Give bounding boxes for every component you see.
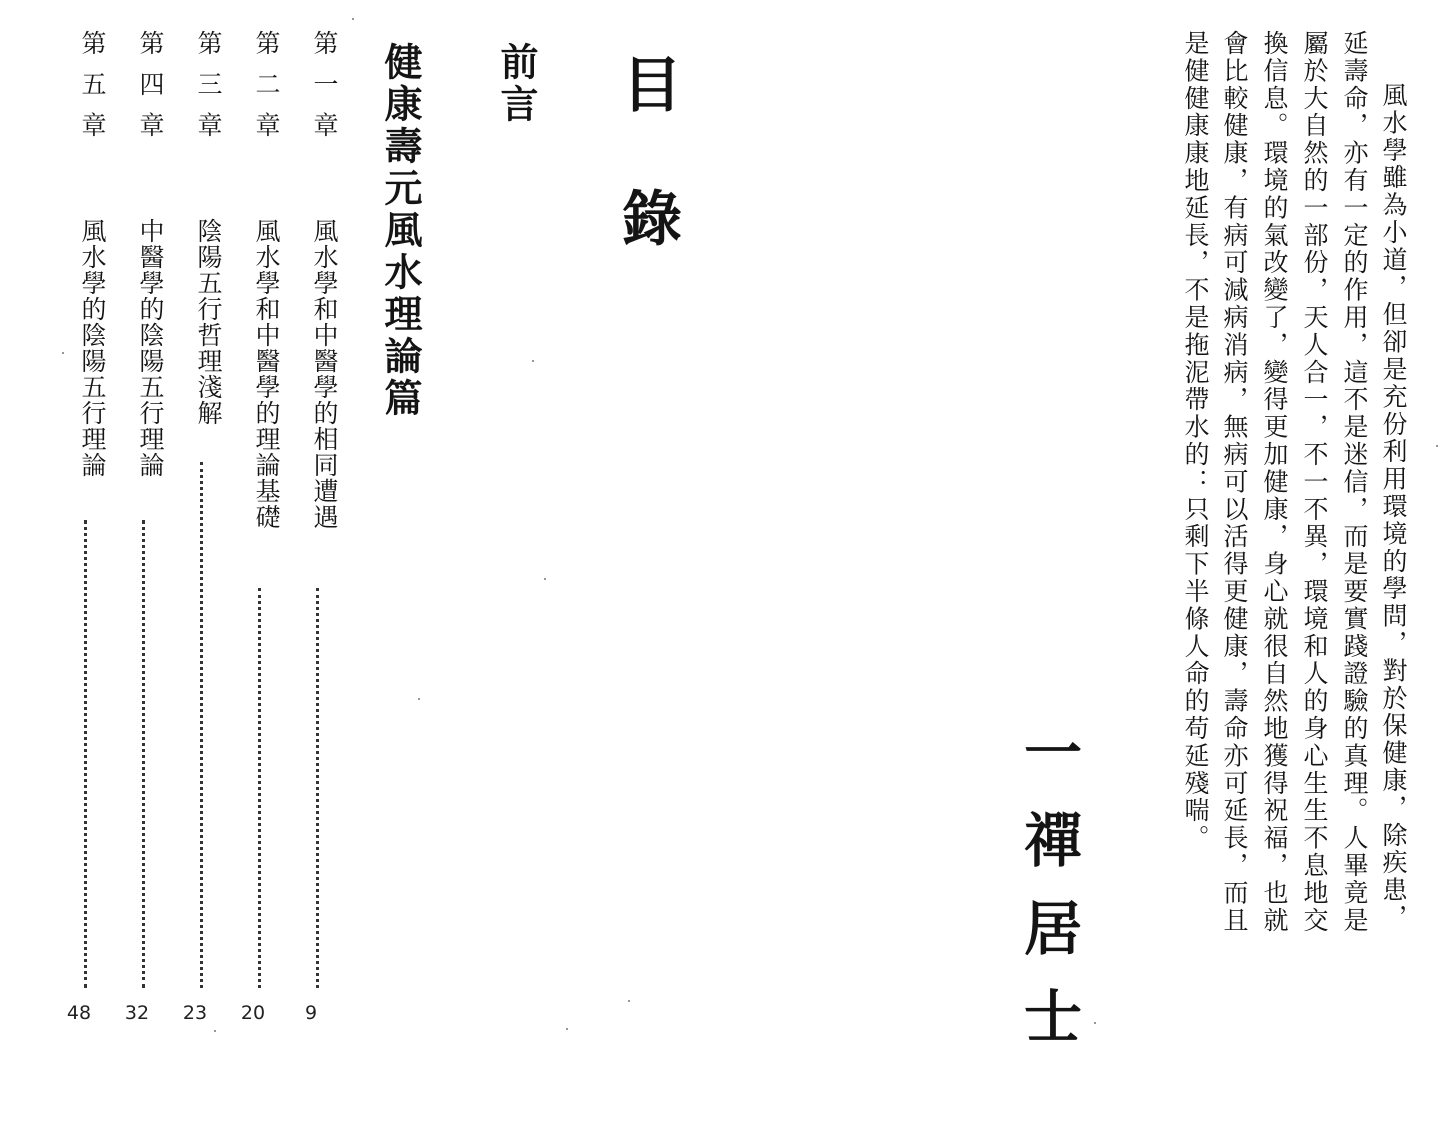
toc-entry-chapter-5[interactable] [70,0,110,1000]
chapter-label: 第五章 [78,30,107,153]
preface-column-3: 屬於大自然的一部份，天人合一，不一不異，環境和人的身心生生不息地交 [1300,30,1329,935]
chapter-label: 第四章 [136,30,165,153]
chapter-title: 風水學和中醫學的相同遭遇 [310,218,339,530]
preface-column-5: 會比較健康，有病可減病消病，無病可以活得更健康，壽命亦可延長，而且 [1220,30,1249,935]
chapter-label: 第二章 [252,30,281,153]
preface-heading: 前言 [494,42,539,126]
chapter-label: 第一章 [310,30,339,153]
dot-leader [142,520,145,988]
author-signature: 一禪居士 [1014,722,1082,1074]
toc-entry-chapter-3[interactable] [186,0,226,1000]
toc-title-second-char: 錄 [622,185,682,255]
toc-entry-chapter-1[interactable] [302,0,342,1000]
preface-column-4: 換信息。環境的氣改變了，變得更加健康，身心就很自然地獲得祝福，也就 [1260,30,1289,935]
toc-title-first-char: 目 [622,51,682,121]
toc-entry-chapter-2[interactable] [244,0,284,1000]
preface-column-2: 延壽命，亦有一定的作用，這不是迷信，而是要實踐證驗的真理。人畢竟是 [1340,30,1369,935]
chapter-title: 風水學的陰陽五行理論 [78,218,107,478]
page-number-chapter-4: 32 [124,1002,150,1024]
part-heading: 健康壽元風水理論篇 [378,42,423,420]
chapter-title: 風水學和中醫學的理論基礎 [252,218,281,530]
chapter-title: 中醫學的陰陽五行理論 [136,218,165,478]
page-number-chapter-2: 20 [240,1002,266,1024]
preface-column-1: 風水學雖為小道，但卻是充份利用環境的學問，對於保健康，除疾患， [1379,82,1408,932]
dot-leader [200,462,203,988]
dot-leader [84,520,87,988]
preface-column-6: 是健健康康地延長，不是拖泥帶水的：只剩下半條人命的苟延殘喘。 [1181,30,1210,852]
chapter-title: 陰陽五行哲理淺解 [194,218,223,426]
dot-leader [258,588,261,988]
chapter-label: 第三章 [194,30,223,153]
page-number-chapter-1: 9 [304,1002,318,1024]
page-number-chapter-5: 48 [66,1002,92,1024]
toc-entry-chapter-4[interactable] [128,0,168,1000]
page-number-chapter-3: 23 [182,1002,208,1024]
dot-leader [316,588,319,988]
